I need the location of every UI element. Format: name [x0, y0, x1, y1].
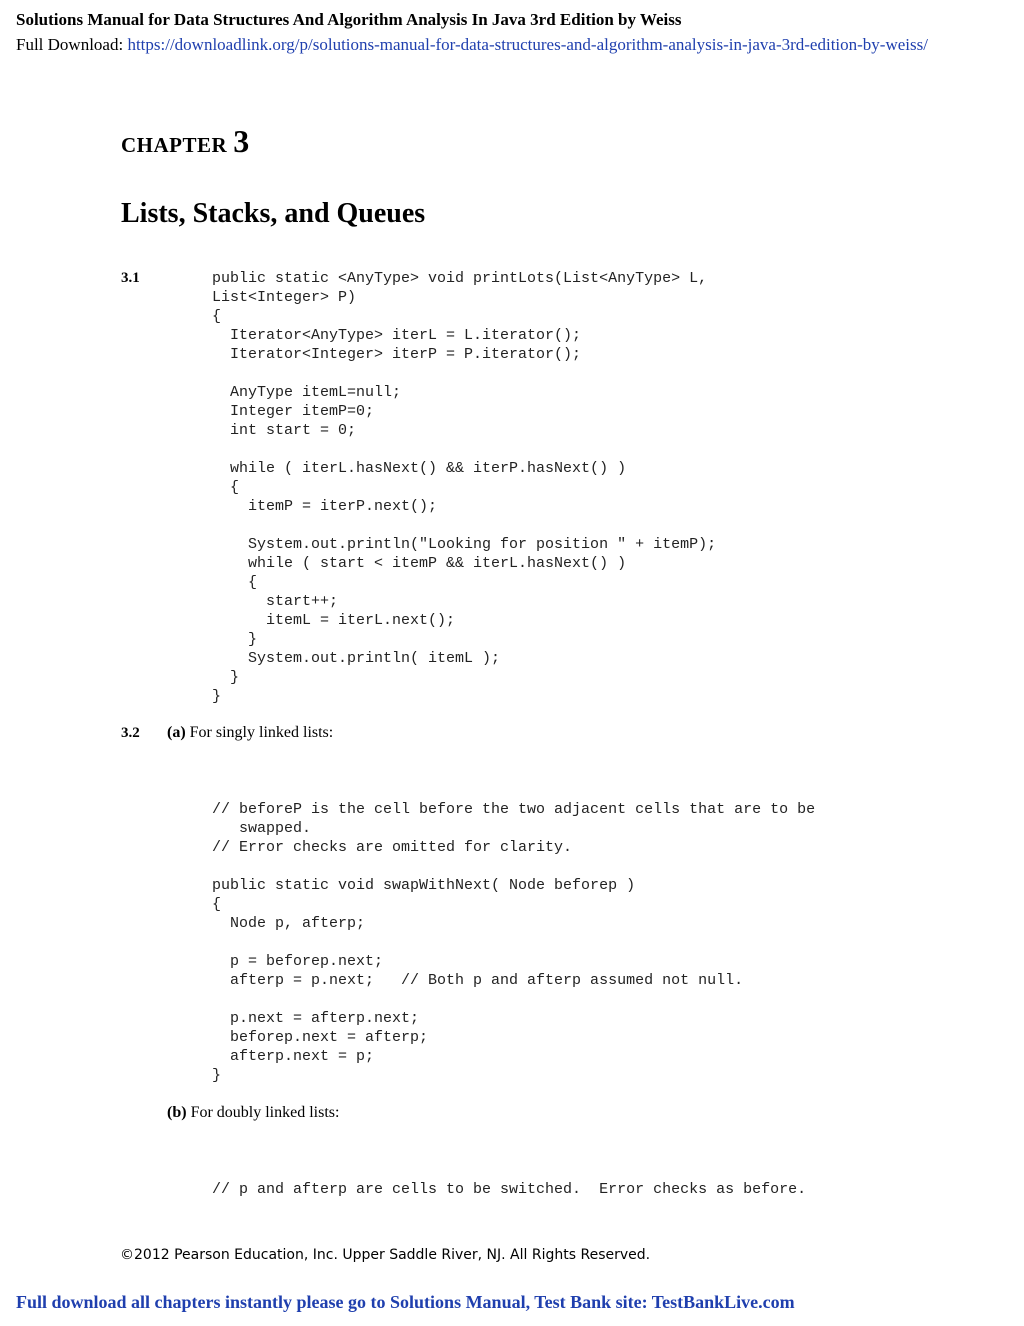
exercise-number: 3.2: [121, 725, 140, 741]
part-heading-b: [167, 1104, 339, 1122]
chapter-label: [121, 123, 249, 160]
part-text: For singly linked lists:: [189, 724, 334, 741]
download-link[interactable]: https://downloadlink.org/p/solutions-manual-for-data-structures-and-algorithm-analysis-in-java-3rd-edition-by-weiss/: [127, 35, 928, 54]
chapter-number: 3: [233, 123, 250, 159]
banner-title: Solutions Manual for Data Structures And Algorithm Analysis In Java 3rd Edition by Weiss: [16, 10, 682, 29]
chapter-heading: Lists, Stacks, and Queues: [121, 198, 426, 229]
copyright-notice: ©2012 Pearson Education, Inc. Upper Saddle River, NJ. All Rights Reserved.: [120, 1247, 651, 1263]
download-label: Full Download:: [16, 35, 128, 54]
footer-promo: Full download all chapters instantly please go to Solutions Manual, Test Bank site: TestBankLive.com: [16, 1292, 795, 1312]
code-block-printlots: public static <AnyType> void printLots(List<AnyType> L, List<Integer> P) { Iterator<AnyType> iterL = L.iterator(); Iterator<Integer> iterP = P.iterator(); AnyType itemL=null; Integer itemP=0; int start = 0; while ( iterL.hasNext() && iterP.hasNext() ) { itemP = iterP.next(); System.out.println("Looking for position " + itemP); while ( start < itemP && iterL.hasNext() ) { start++; itemL = iterL.next(); } System.out.println( itemL ); } }: [212, 270, 717, 705]
code-block-swap-singly: // beforeP is the cell before the two adjacent cells that are to be swapped. // Error checks are omitted for clarity. public static void swapWithNext( Node beforep ) { Node p, afterp; p = beforep.next; afterp = p.next; // Both p and afterp assumed not null. p.next = afterp.next; beforep.next = afterp; afterp.next = p; }: [212, 801, 816, 1084]
chapter-word: CHAPTER: [121, 133, 228, 157]
part-text: For doubly linked lists:: [190, 1104, 340, 1121]
part-heading-a: [167, 724, 333, 742]
download-line: [16, 35, 1024, 55]
part-label: (a): [167, 724, 186, 741]
exercise-number: 3.1: [121, 270, 140, 286]
part-label: (b): [167, 1104, 187, 1121]
code-block-swap-doubly: // p and afterp are cells to be switched. Error checks as before.: [212, 1181, 807, 1198]
